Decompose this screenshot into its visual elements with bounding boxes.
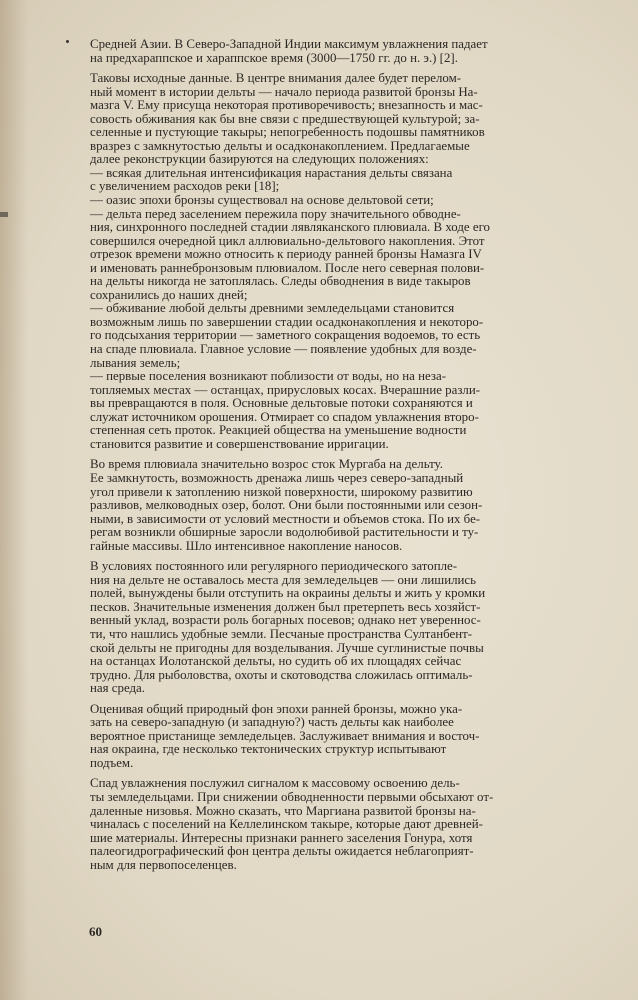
page-number: 60 — [89, 924, 102, 939]
paragraph: Таковы исходные данные. В центре внимания далее будет перелом- ный момент в истории дельты — начало периода развитой бронзы На- мазга V. Ему присуща некоторая противоречивость; внезапность и мас- совость обживания как бы вне связи с предшествующей культурой; за- селенные и пустующие такыры; непогребенность подошвы памятников вразрез с замкнутостью дельты и осадконакоплением. Предлагаемые далее реконструкции базируются на следующих положениях: — всякая длительная интенсификация нарастания дельты связана с увеличением расходов реки [18]; — оазис эпохи бронзы существовал на основе дельтовой сети; — дельта перед заселением пережила пору значительного обводне- ния, синхронного последней стадии лявляканского плювиала. В ходе его совершился очередной цикл аллювиально-дельтового накопления. Этот отрезок времени можно относить к периоду ранней бронзы Намазга IV и именовать раннебронзовым плювиалом. После него северная полови- на дельты никогда не затоплялась. Следы обводнения в виде такыров сохранились до наших дней; — обживание любой дельты древними земледельцами становится возможным лишь по завершении стадии осадконакопления и некоторо- го подсыхания территории — заметного сокращения водоемов, то есть на спаде плювиала. Главное условие — появление удобных для возде- лывания земель; — первые поселения возникают поблизости от воды, но на неза- топляемых местах — останцах, прирусловых косах. Вчерашние разли- вы превращаются в поля. Основные дельтовые потоки сохраняются и служат источником орошения. Отмирает со спадом увлажнения второ- степенная сеть проток. Реакцией общества на уменьшение водности становится развитие и совершенствование ирригации. — [90, 71, 490, 451]
paragraph: Оценивая общий природный фон эпохи ранней бронзы, можно ука- зать на северо-западную (и западную?) часть дельты как наиболее вероятное пристанище земледельцев. Заслуживает внимания и восточ- ная окраина, где несколько тектонических структур испытывают подъем. — [90, 701, 480, 770]
paragraph: В условиях постоянного или регулярного периодического затопле- ния на дельте не оставалось места для земледельцев — они лишились полей, вынуждены были отступить на окраины дельты и жить у кромки песков. Значительные изменения должен был претерпеть весь хозяйст- венный уклад, возрасти роль богарных посевов; однако нет увереннос- ти, что нашлись удобные земли. Песчаные пространства Султанбент- ской дельты не пригодны для возделывания. Лучше суглинистые почвы на останцах Иолотанской дельты, но судить об их площадях сейчас трудно. Для рыболовства, охоты и скотоводства сложилась оптималь- ная среда. — [90, 559, 486, 696]
paragraph: Средней Азии. В Северо-Западной Индии максимум увлажнения падает на предхараппское и хараппское время (3000—1750 гг. до н. э.) [2]. — [90, 37, 488, 65]
paragraph: Во время плювиала значительно возрос сток Мургаба на дельту. Ее замкнутость, возможность дренажа лишь через северо-западный угол привели к затоплению низкой поверхности, широкому развитию разливов, мелководных озер, болот. Они были постоянными или сезон- ными, в зависимости от условий местности и объемов стока. По их бе- регам возникли обширные заросли водолюбивой растительности и ту- гайные массивы. Шло интенсивное накопление наносов. — [90, 457, 483, 553]
paragraph: Спад увлажнения послужил сигналом к массовому освоению дель- ты земледельцами. При снижении обводненности первыми обсыхают от- даленные низовья. Можно сказать, что Маргиана развитой бронзы на- чиналась с поселений на Келлелинском такыре, которые дают древней- шие материалы. Интересны признаки раннего заселения Гонура, хотя палеогидрографический фон центра дельты ожидается неблагоприят- ным для первопоселенцев. — [90, 776, 494, 872]
body-text — [90, 38, 600, 879]
binding-mark — [0, 212, 8, 217]
ink-dot — [66, 40, 69, 43]
